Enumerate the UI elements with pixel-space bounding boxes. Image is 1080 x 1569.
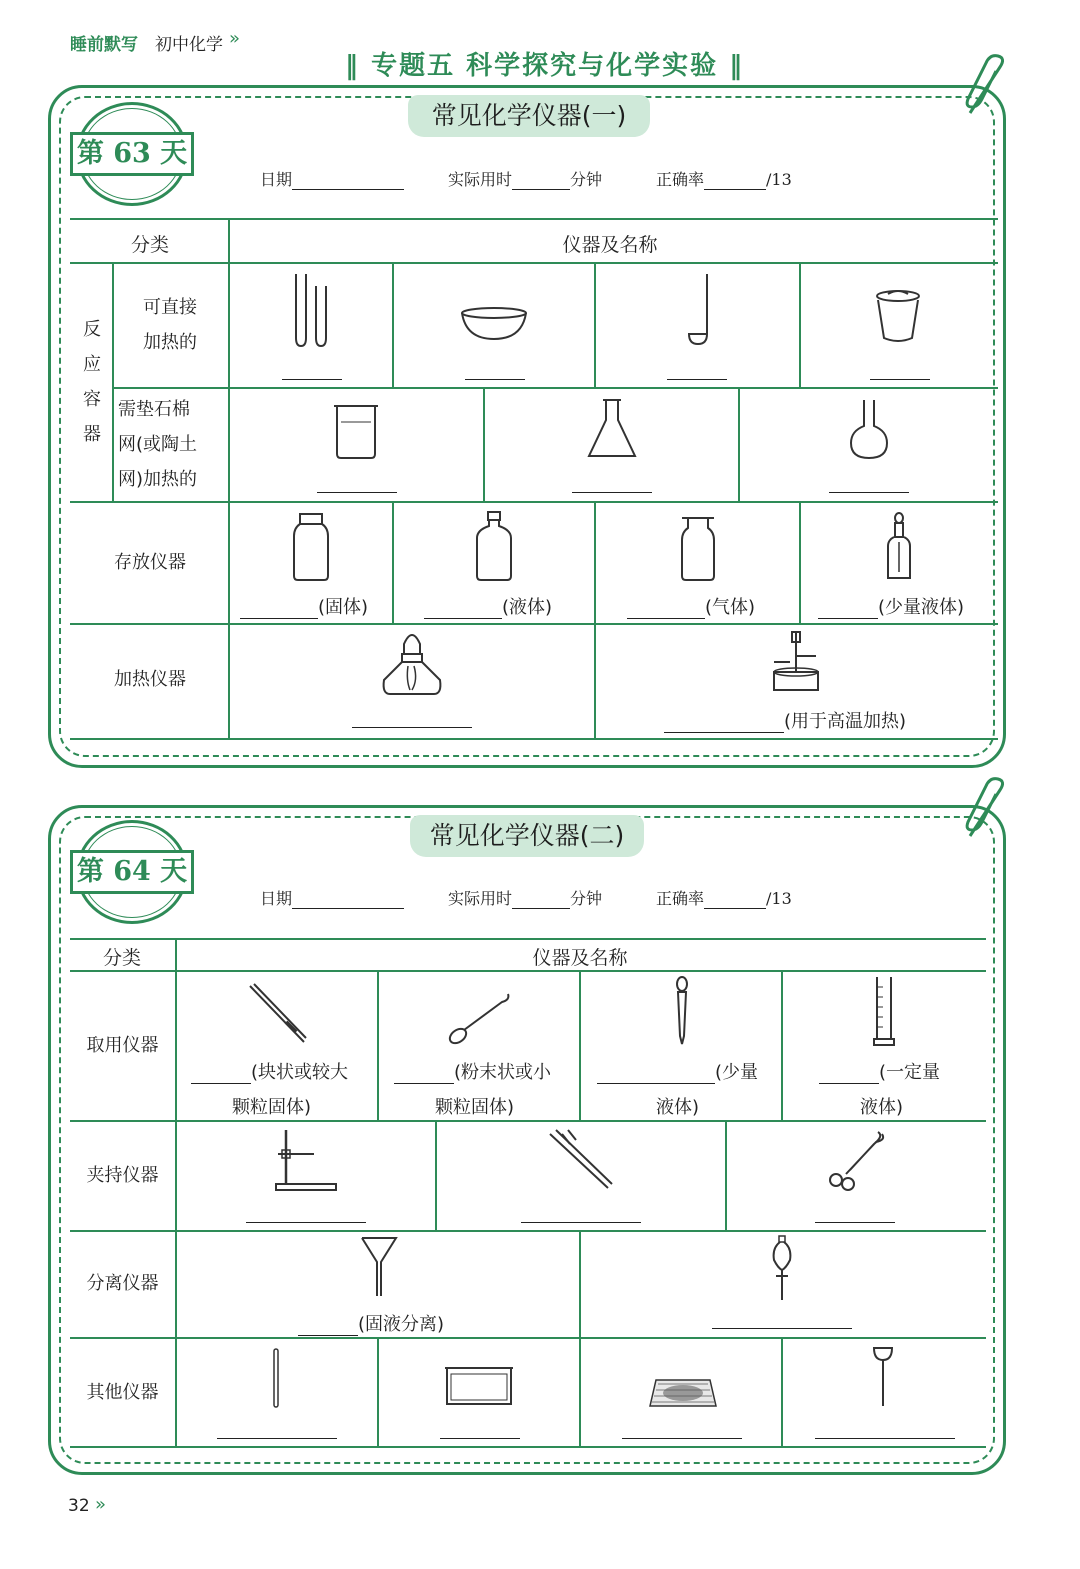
test-tube-holder-icon (548, 1128, 614, 1192)
row-storage-label: 存放仪器 (114, 552, 186, 573)
answer-blank[interactable] (282, 379, 342, 380)
time-field-63[interactable]: 实际用时 分钟 (448, 170, 603, 189)
measuring-cylinder-icon (873, 975, 895, 1047)
asbestos-gauze-icon (648, 1378, 718, 1408)
answer-blank[interactable] (246, 1222, 366, 1223)
page-number: 32 (68, 1496, 90, 1516)
answer-blank[interactable] (217, 1438, 337, 1439)
answer-blank[interactable] (815, 1438, 955, 1439)
glass-rod-icon (272, 1348, 280, 1408)
col-header-category: 分类 (102, 947, 141, 969)
storage-gas: (气体) (627, 593, 755, 619)
answer-blank[interactable] (712, 1328, 852, 1329)
answer-blank[interactable] (870, 379, 930, 380)
take-block-solid-line2: 颗粒固体) (232, 1097, 312, 1118)
card-64-title: 常见化学仪器(二) (410, 815, 644, 857)
topic-title: ‖ 专题五 科学探究与化学实验 ‖ (345, 51, 745, 81)
row-separate-label: 分离仪器 (86, 1273, 159, 1294)
take-block-solid: (块状或较大 (191, 1058, 348, 1084)
date-field-64[interactable]: 日期 (260, 886, 404, 909)
row-take-label: 取用仪器 (86, 1035, 159, 1056)
answer-blank[interactable] (317, 492, 397, 493)
round-bottom-flask-icon (849, 398, 889, 460)
answer-blank[interactable] (521, 1222, 641, 1223)
take-measured-liquid-line2: 液体) (860, 1097, 904, 1118)
answer-blank[interactable] (815, 1222, 895, 1223)
storage-solid: (固体) (240, 593, 368, 619)
heating-high-temp: (用于高温加热) (664, 707, 906, 733)
take-powder-solid: (粉末状或小 (394, 1058, 551, 1084)
separatory-funnel-icon (770, 1234, 794, 1302)
separate-solid-liquid: (固液分离) (298, 1310, 444, 1336)
day-63-badge (76, 102, 196, 210)
day-64-badge (76, 820, 196, 928)
date-field-63[interactable]: 日期 (260, 167, 404, 190)
take-measured-liquid: (一定量 (819, 1058, 940, 1084)
answer-blank[interactable] (465, 379, 525, 380)
test-tube-icon (293, 272, 329, 348)
day-63-label: 第 63 天 (70, 132, 194, 176)
take-small-liquid-line2: 液体) (656, 1097, 700, 1118)
narrow-mouth-bottle-icon (475, 510, 513, 582)
alcohol-blast-lamp-icon (770, 630, 822, 694)
col-header-category: 分类 (130, 234, 169, 256)
storage-liquid: (液体) (424, 593, 552, 619)
day-64-label: 第 64 天 (70, 850, 194, 894)
answer-blank[interactable] (572, 492, 652, 493)
evaporating-dish-icon (460, 305, 528, 341)
take-small-liquid: (少量 (597, 1058, 758, 1084)
row-direct-heat-label: 可直接 加热的 (143, 297, 197, 353)
iron-stand-icon (274, 1128, 338, 1194)
water-trough-icon (443, 1366, 515, 1408)
dropper-icon (674, 976, 690, 1046)
chevron-right-icon: » (229, 28, 241, 49)
medicine-spoon-icon (446, 990, 512, 1046)
series-title: 睡前默写 (70, 35, 138, 55)
col-header-instruments: 仪器及名称 (562, 234, 658, 256)
time-field-64[interactable]: 实际用时 分钟 (448, 889, 603, 908)
storage-small-liquid: (少量液体) (818, 593, 964, 619)
row-indirect-heat-label: 需垫石棉 网(或陶土 网)加热的 (118, 399, 198, 490)
funnel-icon (360, 1236, 398, 1298)
answer-blank[interactable] (440, 1438, 520, 1439)
take-powder-solid-line2: 颗粒固体) (435, 1097, 515, 1118)
answer-blank[interactable] (667, 379, 727, 380)
beaker-icon (333, 404, 379, 460)
chevron-right-icon: » (95, 1494, 107, 1515)
accuracy-field-63[interactable]: 正确率 /13 (656, 170, 792, 189)
gas-collecting-bottle-icon (680, 516, 716, 582)
combustion-spoon-icon (872, 1342, 894, 1408)
wide-mouth-bottle-icon (292, 512, 330, 582)
combustion-spoon-icon (685, 272, 715, 348)
row-other-label: 其他仪器 (86, 1382, 159, 1403)
answer-blank[interactable] (829, 492, 909, 493)
accuracy-field-64[interactable]: 正确率 /13 (656, 889, 792, 908)
card-63-title: 常见化学仪器(一) (408, 95, 650, 137)
row-hold-label: 夹持仪器 (86, 1165, 159, 1186)
subject-label: 初中化学 (155, 35, 223, 55)
tweezers-icon (246, 982, 310, 1048)
row-heating-label: 加热仪器 (114, 669, 186, 690)
answer-blank[interactable] (622, 1438, 742, 1439)
dropper-bottle-icon (886, 512, 912, 582)
answer-blank[interactable] (352, 727, 472, 728)
group-reaction-label: 反 应 容 器 (83, 319, 101, 445)
alcohol-lamp-icon (380, 630, 444, 698)
crucible-icon (874, 288, 922, 344)
crucible-tongs-icon (826, 1130, 886, 1192)
col-header-instruments: 仪器及名称 (532, 947, 628, 969)
conical-flask-icon (587, 398, 637, 460)
